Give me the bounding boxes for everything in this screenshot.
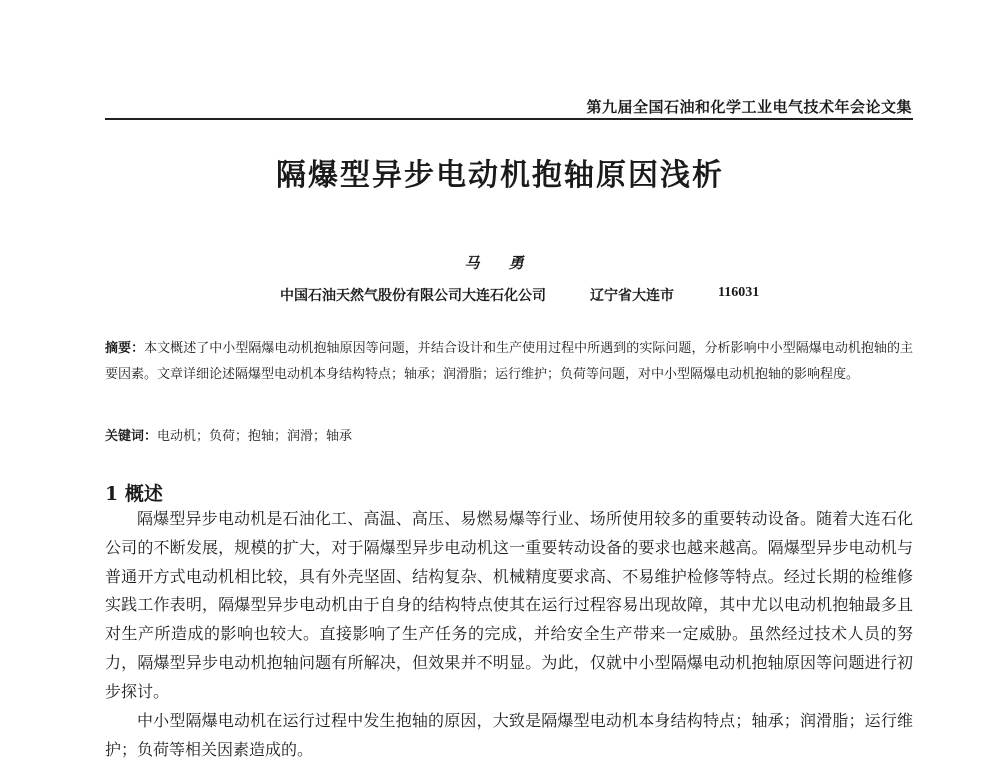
abstract	[105, 336, 913, 388]
affiliation-organization: 中国石油天然气股份有限公司大连石化公司	[280, 288, 546, 304]
section-heading: 1 概述	[105, 483, 163, 505]
body-paragraph: 中小型隔爆电动机在运行过程中发生抱轴的原因，大致是隔爆型电动机本身结构特点；轴承；润滑脂；运行维护；负荷等相关因素造成的。	[105, 711, 913, 759]
paper-title: 隔爆型异步电动机抱轴原因浅析	[276, 158, 724, 193]
body-paragraph: 隔爆型异步电动机是石油化工、高温、高压、易燃易爆等行业、场所使用较多的重要转动设备。随着大连石化公司的不断发展，规模的扩大，对于隔爆型异步电动机这一重要转动设备的要求也越来越高。隔爆型异步电动机与普通开方式电动机相比较，具有外壳坚固、结构复杂、机械精度要求高、不易维护检修等特点。经过长期的检维修实践工作表明，隔爆型异步电动机由于自身的结构特点使其在运行过程容易出现故障，其中尤以电动机抱轴最多且对生产所造成的影响也较大。直接影响了生产任务的完成，并给安全生产带来一定威胁。虽然经过技术人员的努力，隔爆型异步电动机抱轴问题有所解决，但效果并不明显。为此，仅就中小型隔爆电动机抱轴原因等问题进行初步探讨。	[105, 509, 913, 701]
keywords-text: 电动机；负荷；抱轴；润滑；轴承	[157, 429, 353, 444]
abstract-label: 摘要：	[105, 341, 145, 356]
keywords	[105, 425, 352, 444]
header-rule	[105, 118, 913, 120]
author-name: 马 勇	[464, 254, 536, 272]
affiliation-location: 辽宁省大连市	[590, 288, 674, 304]
running-header: 第九届全国石油和化学工业电气技术年会论文集	[586, 98, 912, 116]
affiliation-postal-code: 116031	[718, 285, 760, 300]
abstract-text: 本文概述了中小型隔爆电动机抱轴原因等问题，并结合设计和生产使用过程中所遇到的实际问题，分析影响中小型隔爆电动机抱轴的主要因素。文章详细论述隔爆型电动机本身结构特点；轴承；润滑脂；运行维护；负荷等问题，对中小型隔爆电动机抱轴的影响程度。	[105, 341, 913, 382]
keywords-label: 关键词：	[105, 429, 158, 444]
